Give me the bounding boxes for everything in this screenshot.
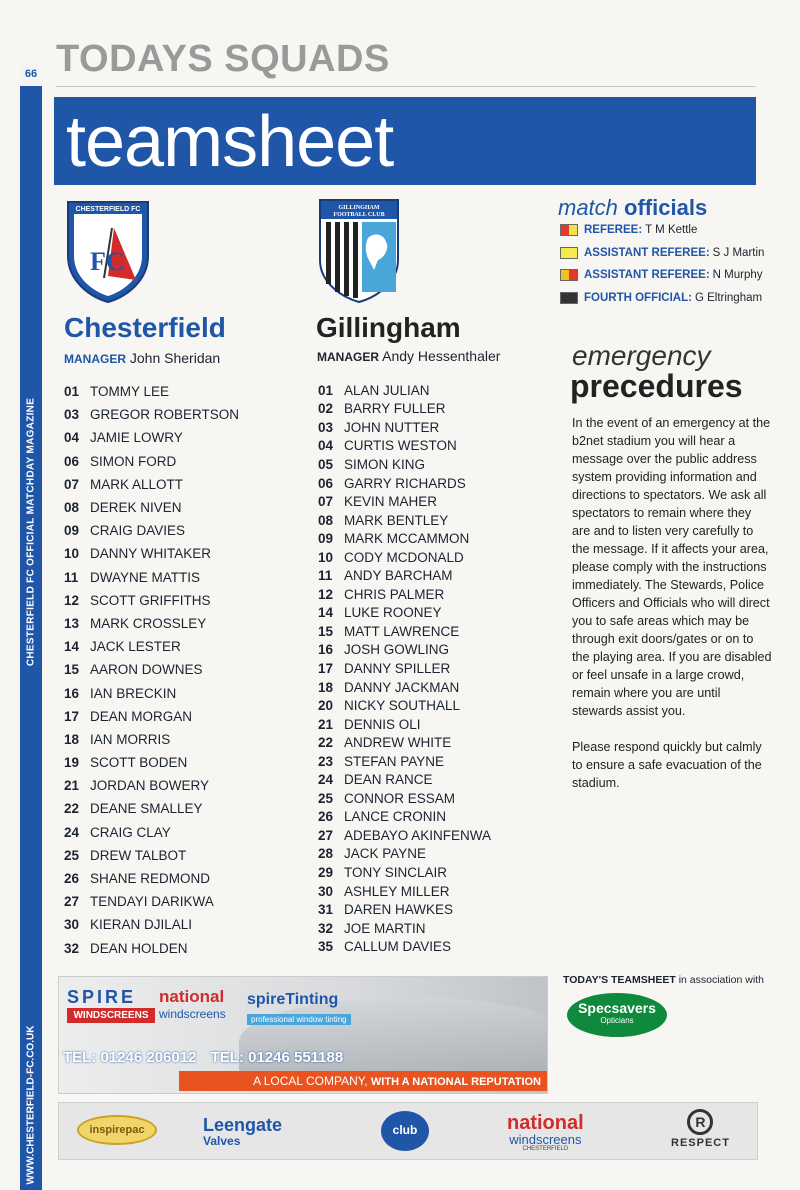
specsavers-sub: Opticians — [600, 1016, 634, 1025]
home-player-row — [64, 821, 239, 844]
away-player-row — [318, 566, 491, 585]
player-number: 09 — [64, 523, 80, 539]
away-player-row — [318, 900, 491, 919]
away-player-row — [318, 381, 491, 400]
player-number: 27 — [64, 894, 80, 910]
side-magazine-text: CHESTERFIELD FC OFFICIAL MATCHDAY MAGAZINE — [25, 397, 37, 667]
association-rest: in association with — [678, 974, 764, 986]
club-logo: club — [381, 1111, 429, 1151]
player-name: TONY SINCLAIR — [344, 864, 448, 880]
player-number: 26 — [318, 809, 334, 825]
player-number: 16 — [318, 642, 334, 658]
home-manager — [64, 350, 220, 366]
away-player-row — [318, 529, 491, 548]
natw-top: national — [507, 1112, 584, 1134]
specsavers-logo — [567, 993, 667, 1037]
home-player-row — [64, 867, 239, 890]
spire-logo-top: SPIRE — [67, 987, 137, 1007]
away-player-row — [318, 845, 491, 864]
away-player-row — [318, 733, 491, 752]
player-number: 18 — [318, 679, 334, 695]
home-player-row — [64, 658, 239, 681]
gillingham-crest-text-2: FOOTBALL CLUB — [333, 212, 385, 218]
home-player-row — [64, 519, 239, 542]
natw-bottom: CHESTERFIELD — [522, 1146, 569, 1152]
official-card-icon — [560, 292, 578, 304]
home-squad-list — [64, 380, 239, 960]
player-number: 24 — [318, 772, 334, 788]
player-name: ASHLEY MILLER — [344, 883, 450, 899]
player-number: 10 — [64, 546, 80, 562]
player-name: KIERAN DJILALI — [90, 917, 193, 933]
spire-windscreens-advert — [58, 976, 548, 1094]
spire-logo-bottom: WINDSCREENS — [67, 1008, 155, 1023]
player-name: DANNY SPILLER — [344, 660, 451, 676]
away-player-row — [318, 808, 491, 827]
player-name: CRAIG CLAY — [90, 824, 171, 840]
player-number: 03 — [64, 407, 80, 423]
home-player-row — [64, 913, 239, 936]
player-name: NICKY SOUTHALL — [344, 698, 461, 714]
player-name: CRAIG DAVIES — [90, 523, 186, 539]
player-number: 20 — [318, 698, 334, 714]
player-number: 29 — [318, 864, 334, 880]
player-name: DEREK NIVEN — [90, 500, 182, 516]
player-name: ADEBAYO AKINFENWA — [344, 827, 492, 843]
home-player-row — [64, 635, 239, 658]
away-player-row — [318, 418, 491, 437]
official-row — [560, 292, 762, 304]
chesterfield-crest-icon — [64, 198, 152, 304]
slogan-part-1: A LOCAL COMPANY, — [253, 1074, 368, 1088]
spire-tinting-logo — [247, 991, 351, 1027]
official-label: FOURTH OFFICIAL: — [584, 291, 692, 304]
player-number: 23 — [318, 753, 334, 769]
player-number: 04 — [318, 438, 334, 454]
emergency-title: emergency — [572, 340, 711, 371]
home-player-row — [64, 450, 239, 473]
away-player-row — [318, 715, 491, 734]
home-player-row — [64, 403, 239, 426]
respect-logo — [671, 1109, 730, 1149]
player-number: 17 — [64, 708, 80, 724]
player-name: DEAN RANCE — [344, 772, 433, 788]
telephone-1: TEL: 01246 206012 — [63, 1049, 197, 1066]
away-player-row — [318, 622, 491, 641]
official-name: N Murphy — [712, 269, 763, 281]
player-number: 30 — [318, 883, 334, 899]
away-player-row — [318, 585, 491, 604]
leengate-name: Leengate — [203, 1115, 283, 1135]
player-number: 09 — [318, 531, 334, 547]
home-team-name: Chesterfield — [64, 312, 226, 343]
player-number: 14 — [64, 639, 80, 655]
officials-title-italic: match — [558, 195, 618, 220]
away-player-row — [318, 863, 491, 882]
national-logo-top: national — [159, 987, 225, 1006]
away-team-name: Gillingham — [316, 312, 461, 343]
player-name: SCOTT BODEN — [90, 755, 188, 771]
player-number: 07 — [318, 494, 334, 510]
home-player-row — [64, 774, 239, 797]
player-name: CHRIS PALMER — [344, 586, 445, 602]
home-player-row — [64, 937, 239, 960]
official-label: ASSISTANT REFEREE: — [584, 246, 710, 259]
player-name: DREW TALBOT — [90, 847, 187, 863]
player-name: SIMON KING — [344, 456, 426, 472]
leengate-logo — [203, 1117, 282, 1149]
official-card-icon — [560, 269, 578, 281]
spire-logo — [67, 987, 155, 1023]
player-name: DANNY WHITAKER — [90, 546, 212, 562]
side-magazine-label — [22, 382, 40, 682]
home-player-row — [64, 496, 239, 519]
national-windscreens-sponsor-logo — [507, 1113, 584, 1152]
player-name: TOMMY LEE — [90, 384, 170, 400]
player-number: 21 — [64, 778, 80, 794]
player-name: DENNIS OLI — [344, 716, 421, 732]
away-player-row — [318, 696, 491, 715]
player-name: DEAN HOLDEN — [90, 940, 188, 956]
player-name: MARK CROSSLEY — [90, 615, 207, 631]
home-manager-name: John Sheridan — [129, 350, 221, 366]
player-number: 32 — [64, 940, 80, 956]
respect-icon: R — [687, 1109, 713, 1135]
inspirepac-logo: inspirepac — [77, 1115, 157, 1145]
header-divider — [56, 86, 756, 87]
player-number: 11 — [64, 569, 79, 585]
player-number: 21 — [318, 716, 334, 732]
official-row — [560, 269, 763, 281]
player-number: 19 — [64, 755, 80, 771]
association-text — [563, 974, 764, 986]
player-name: DEANE SMALLEY — [90, 801, 203, 817]
natw-middle: windscreens — [509, 1132, 582, 1147]
away-player-row — [318, 789, 491, 808]
official-row — [560, 247, 764, 259]
player-name: JACK PAYNE — [344, 846, 427, 862]
home-player-row — [64, 728, 239, 751]
side-website-text: WWW.CHESTERFIELD-FC.CO.UK — [25, 1025, 37, 1185]
player-number: 14 — [318, 605, 334, 621]
player-name: SHANE REDMOND — [90, 871, 211, 887]
side-website-label — [22, 1025, 40, 1185]
home-player-row — [64, 566, 239, 589]
player-number: 32 — [318, 920, 334, 936]
player-name: ANDY BARCHAM — [344, 568, 453, 584]
player-number: 03 — [318, 419, 334, 435]
slogan-bar — [179, 1071, 548, 1091]
player-name: BARRY FULLER — [344, 401, 446, 417]
away-player-row — [318, 752, 491, 771]
section-title: TODAYS SQUADS — [56, 38, 390, 80]
player-name: ALAN JULIAN — [344, 382, 430, 398]
player-name: TENDAYI DARIKWA — [90, 894, 214, 910]
official-card-icon — [560, 224, 578, 236]
player-name: MARK MCCAMMON — [344, 531, 470, 547]
player-number: 08 — [64, 500, 80, 516]
player-name: STEFAN PAYNE — [344, 753, 445, 769]
respect-text: RESPECT — [671, 1137, 730, 1149]
player-number: 11 — [318, 568, 333, 584]
away-player-row — [318, 548, 491, 567]
away-player-row — [318, 437, 491, 456]
official-label: REFEREE: — [584, 224, 643, 236]
player-name: MARK ALLOTT — [90, 476, 184, 492]
slogan-part-2: WITH A NATIONAL REPUTATION — [370, 1076, 541, 1088]
player-name: AARON DOWNES — [90, 662, 203, 678]
player-name: DAREN HAWKES — [344, 902, 454, 918]
away-player-row — [318, 826, 491, 845]
home-player-row — [64, 681, 239, 704]
chesterfield-crest-text: CHESTERFIELD FC — [75, 206, 141, 213]
player-name: JACK LESTER — [90, 639, 181, 655]
teamsheet-banner — [54, 97, 756, 185]
home-player-row — [64, 890, 239, 913]
home-player-row — [64, 426, 239, 449]
page-number: 66 — [20, 62, 42, 86]
player-name: DANNY JACKMAN — [344, 679, 460, 695]
player-name: CODY MCDONALD — [344, 549, 464, 565]
home-player-row — [64, 844, 239, 867]
svg-text:FC: FC — [90, 247, 125, 276]
player-name: JOE MARTIN — [344, 920, 426, 936]
player-name: IAN BRECKIN — [90, 685, 177, 701]
home-player-row — [64, 797, 239, 820]
tinting-subtitle: professional window tinting — [247, 1014, 351, 1025]
player-name: ANDREW WHITE — [344, 735, 452, 751]
leengate-sub: Valves — [203, 1134, 241, 1148]
player-number: 25 — [318, 790, 334, 806]
player-number: 04 — [64, 430, 80, 446]
away-player-row — [318, 400, 491, 419]
emergency-subtitle: precedures — [570, 368, 743, 404]
specsavers-name: Specsavers — [578, 1000, 656, 1016]
home-manager-label: MANAGER — [64, 352, 126, 366]
telephone-2: TEL: 01246 551188 — [210, 1049, 344, 1066]
player-number: 06 — [318, 475, 334, 491]
telephone-numbers — [63, 1049, 353, 1066]
player-number: 30 — [64, 917, 80, 933]
away-manager — [317, 348, 500, 364]
official-name: T M Kettle — [645, 224, 698, 236]
association-bold: TODAY'S TEAMSHEET — [563, 974, 676, 986]
player-number: 06 — [64, 453, 80, 469]
away-player-row — [318, 919, 491, 938]
tinting-name: spireTinting — [247, 991, 339, 1008]
national-windscreens-logo — [159, 987, 226, 1021]
player-name: CURTIS WESTON — [344, 438, 457, 454]
gillingham-crest-text-1: GILLINGHAM — [338, 205, 380, 211]
player-name: MARK BENTLEY — [344, 512, 449, 528]
emergency-paragraph-1: In the event of an emergency at the b2net stadium you will hear a message over the public address system providing information and directions to spectators. We ask all spectators to remain where they are and to listen very carefully to the message. If it affects your area, please comply with the instructions immediately. The Stewards, Police Officers and Officials who will direct you to safe areas which may be through exit doors/gates or on to the playing area. If you are disabled or feel unsafe in a large crowd, remain where you are until stewards assist you. — [572, 416, 772, 718]
home-player-row — [64, 751, 239, 774]
home-player-row — [64, 380, 239, 403]
away-player-row — [318, 678, 491, 697]
player-number: 15 — [64, 662, 80, 678]
player-number: 01 — [318, 382, 334, 398]
away-player-row — [318, 455, 491, 474]
home-player-row — [64, 612, 239, 635]
away-player-row — [318, 659, 491, 678]
player-number: 12 — [318, 586, 334, 602]
officials-title — [558, 195, 707, 221]
player-name: DEAN MORGAN — [90, 708, 193, 724]
player-number: 15 — [318, 623, 334, 639]
emergency-paragraph-2: Please respond quickly but calmly to ensure a safe evacuation of the stadium. — [572, 740, 762, 790]
emergency-body — [572, 414, 772, 792]
player-name: CALLUM DAVIES — [344, 939, 452, 955]
gillingham-crest-icon — [318, 198, 400, 304]
player-number: 28 — [318, 846, 334, 862]
away-player-row — [318, 511, 491, 530]
away-manager-name: Andy Hessenthaler — [382, 348, 501, 364]
player-name: LANCE CRONIN — [344, 809, 447, 825]
official-row — [560, 224, 697, 236]
player-number: 26 — [64, 871, 80, 887]
player-number: 16 — [64, 685, 80, 701]
player-number: 35 — [318, 939, 334, 955]
player-number: 02 — [318, 401, 334, 417]
player-name: MATT LAWRENCE — [344, 623, 460, 639]
player-name: SIMON FORD — [90, 453, 177, 469]
away-player-row — [318, 937, 491, 956]
player-name: JOSH GOWLING — [344, 642, 450, 658]
official-card-icon — [560, 247, 578, 259]
player-name: JORDAN BOWERY — [90, 778, 210, 794]
player-number: 17 — [318, 660, 334, 676]
away-player-row — [318, 604, 491, 623]
official-name: S J Martin — [712, 246, 765, 259]
home-player-row — [64, 589, 239, 612]
player-number: 31 — [318, 902, 334, 918]
home-player-row — [64, 473, 239, 496]
player-number: 18 — [64, 731, 80, 747]
player-name: GARRY RICHARDS — [344, 475, 466, 491]
away-player-row — [318, 492, 491, 511]
player-number: 25 — [64, 847, 80, 863]
away-squad-list — [318, 381, 491, 956]
player-number: 13 — [64, 615, 80, 631]
away-player-row — [318, 882, 491, 901]
player-number: 22 — [64, 801, 80, 817]
player-name: KEVIN MAHER — [344, 494, 438, 510]
player-name: JOHN NUTTER — [344, 419, 440, 435]
player-name: GREGOR ROBERTSON — [90, 407, 240, 423]
home-player-row — [64, 705, 239, 728]
banner-title: teamsheet — [66, 102, 394, 182]
player-name: LUKE ROONEY — [344, 605, 442, 621]
national-logo-bottom: windscreens — [159, 1007, 226, 1021]
home-player-row — [64, 542, 239, 565]
official-label: ASSISTANT REFEREE: — [584, 269, 710, 281]
player-name: CONNOR ESSAM — [344, 790, 456, 806]
player-name: JAMIE LOWRY — [90, 430, 183, 446]
sponsors-strip — [58, 1102, 758, 1160]
player-number: 27 — [318, 827, 334, 843]
away-player-row — [318, 641, 491, 660]
away-player-row — [318, 770, 491, 789]
player-number: 05 — [318, 456, 334, 472]
player-number: 12 — [64, 592, 80, 608]
player-number: 22 — [318, 735, 334, 751]
player-number: 01 — [64, 384, 80, 400]
player-name: DWAYNE MATTIS — [90, 569, 200, 585]
away-player-row — [318, 474, 491, 493]
official-name: G Eltringham — [694, 291, 763, 304]
player-number: 24 — [64, 824, 80, 840]
player-number: 10 — [318, 549, 334, 565]
player-name: SCOTT GRIFFITHS — [90, 592, 211, 608]
player-number: 08 — [318, 512, 334, 528]
player-number: 07 — [64, 476, 80, 492]
officials-title-bold: officials — [624, 195, 708, 220]
player-name: IAN MORRIS — [90, 731, 171, 747]
away-manager-label: MANAGER — [317, 350, 379, 364]
